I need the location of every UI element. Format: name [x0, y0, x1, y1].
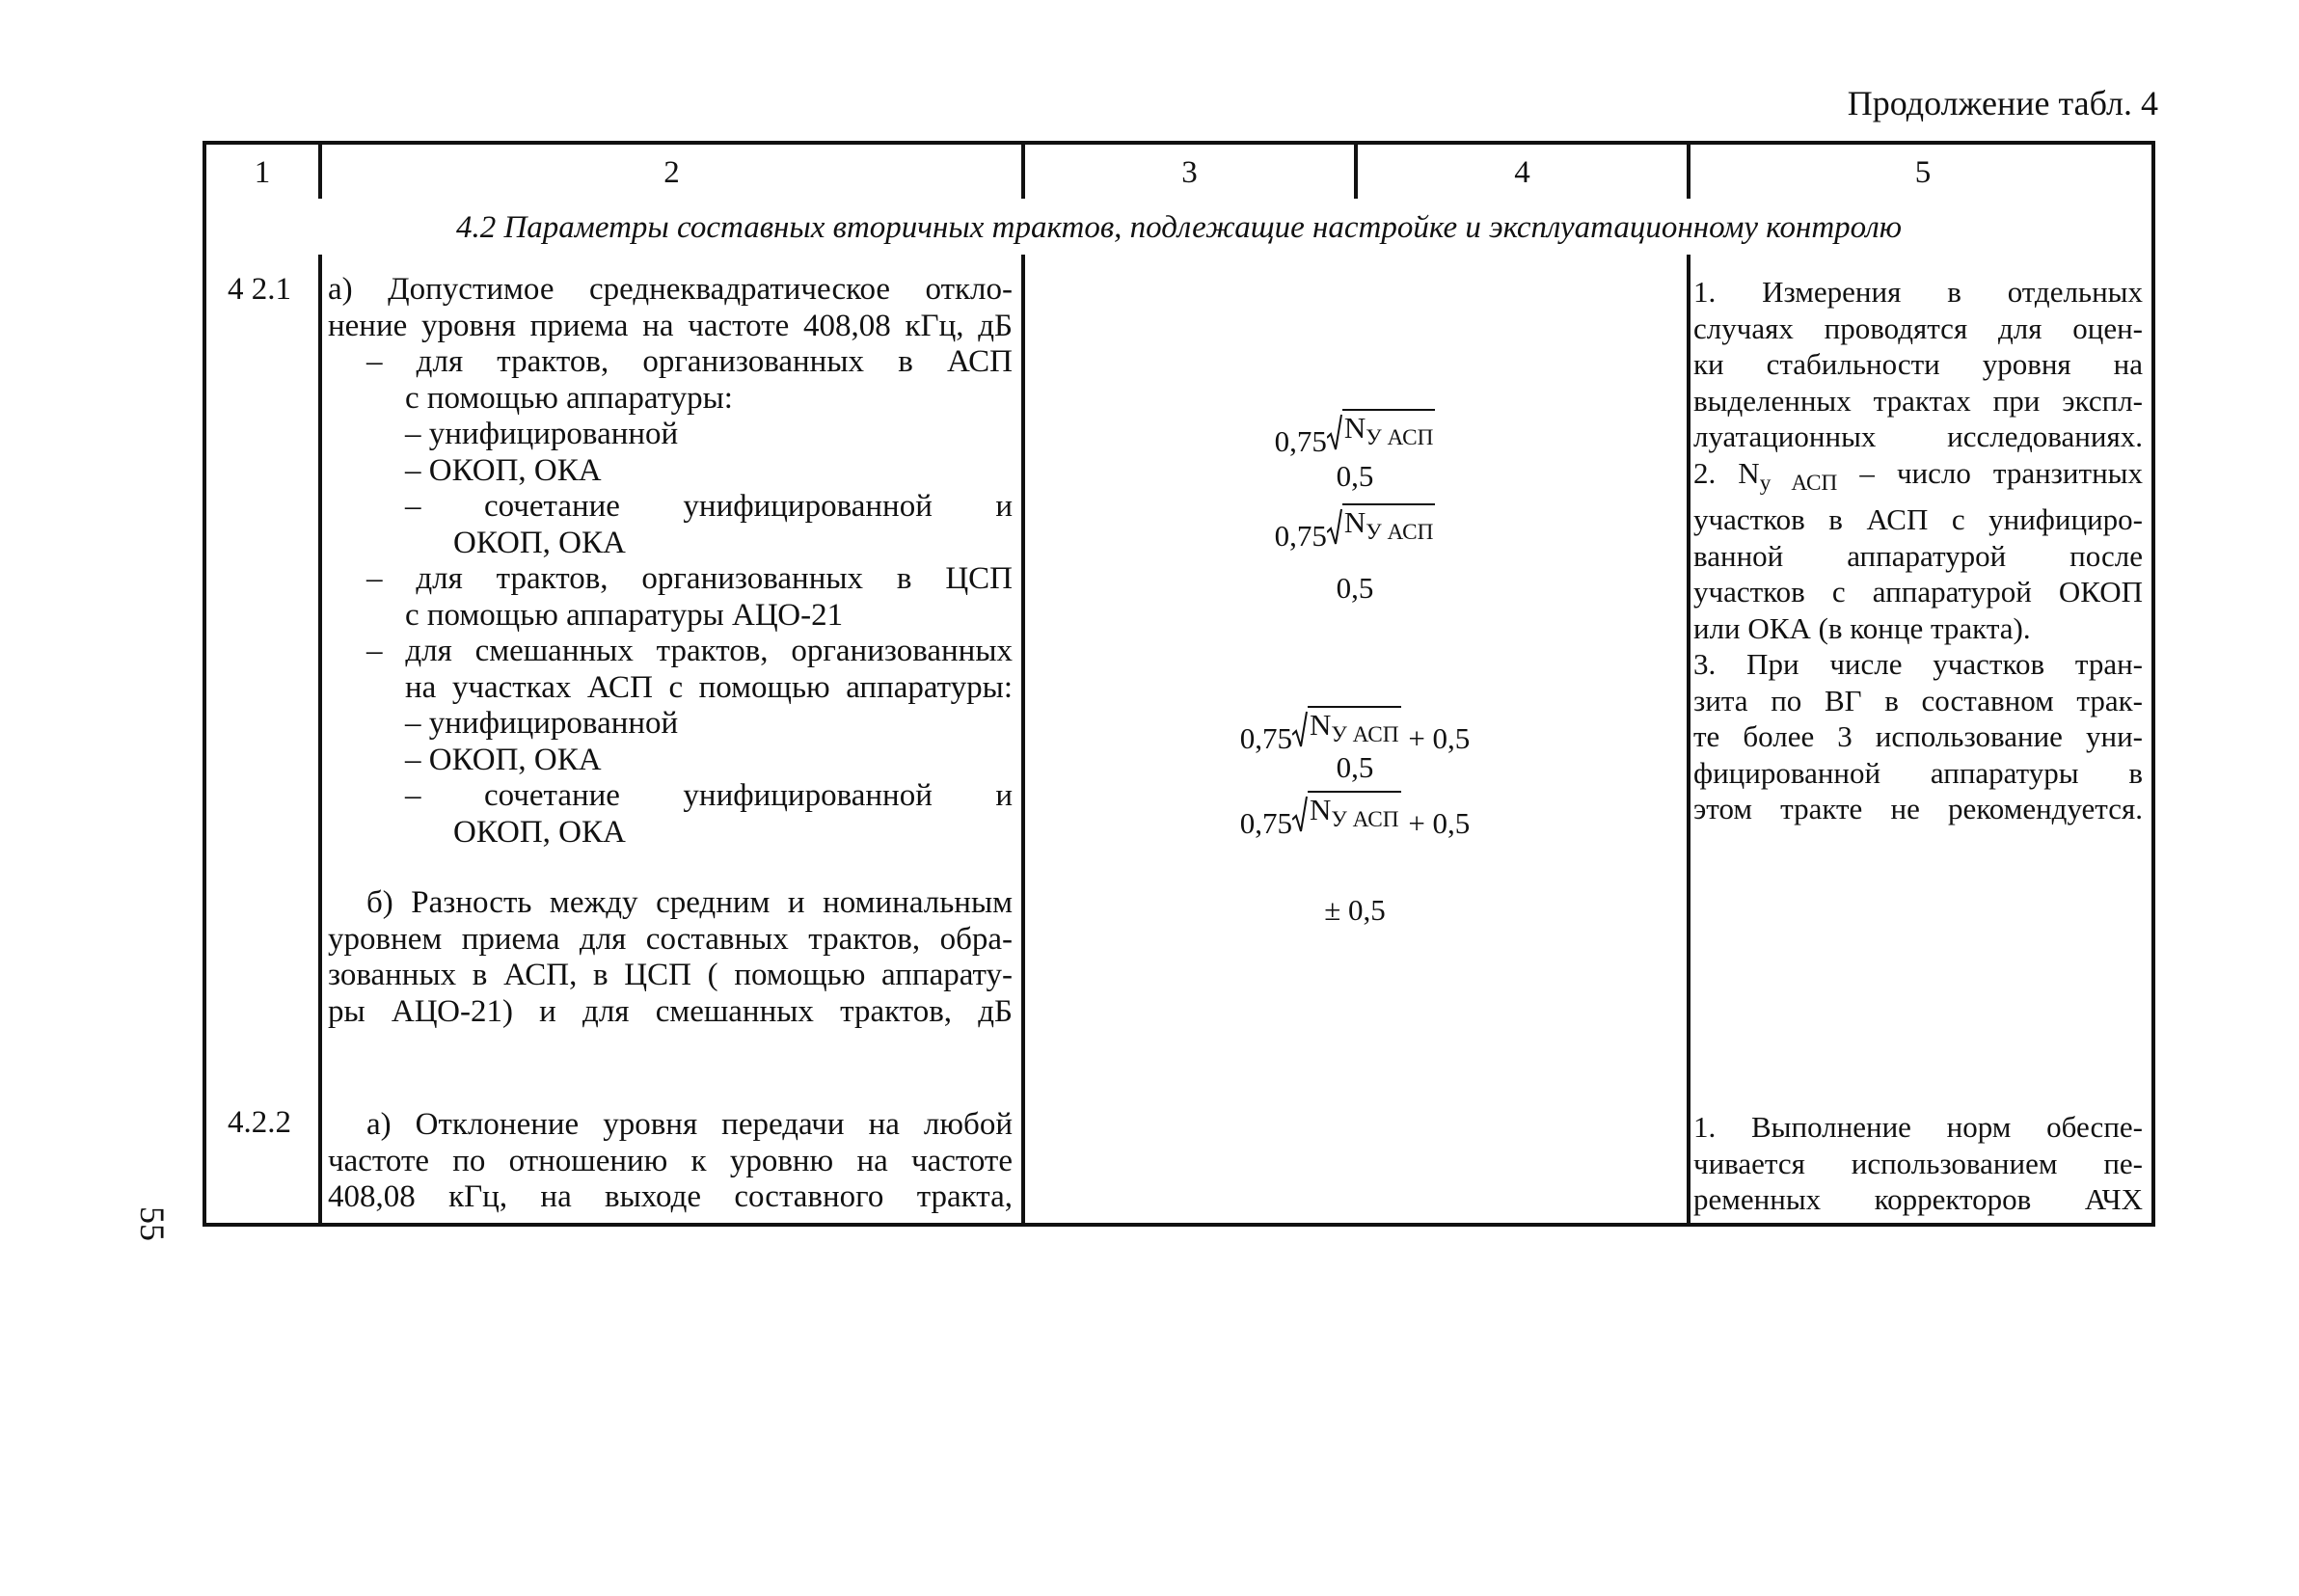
text-line: с помощью аппаратуры:: [405, 380, 733, 416]
row-note-4-2-2: [1693, 1109, 2143, 1218]
text-line: – ОКОП, ОКА: [405, 452, 602, 488]
note-line: ременных корректоров АЧХ: [1693, 1182, 2143, 1216]
text-line: – ОКОП, ОКА: [405, 742, 602, 777]
text-line: – сочетание унифицированной и: [405, 489, 1013, 524]
text-line: – сочетание унифицированной и: [405, 778, 1013, 813]
text-line: ры АЦО-21) и для смешанных трактов, дБ: [328, 993, 1013, 1029]
value-mixed-unified: [1022, 706, 1688, 756]
col-header-5: 5: [1914, 154, 1932, 190]
text-line: уровнем приема для составных трактов, обра-: [328, 921, 1013, 957]
radicand: N: [1309, 793, 1332, 826]
note-line: этом тракте не рекомендуется.: [1693, 792, 2143, 826]
text-line: ОКОП, ОКА: [453, 525, 626, 560]
text-line: частоте по отношению к уровню на частоте: [328, 1143, 1013, 1178]
coef: 0,75: [1274, 519, 1327, 554]
radicand: N: [1343, 411, 1366, 445]
plus-term: + 0,5: [1408, 806, 1471, 841]
note-line: те более 3 использование уни-: [1693, 719, 2143, 754]
radicand-sub: У АСП: [1331, 807, 1399, 833]
col-divider-4: [1687, 145, 1690, 1227]
col-header-3: 3: [1181, 154, 1198, 190]
note-line: 2. $N_{у АСП}$ – число транзитных: [1693, 455, 2143, 496]
sqrt-icon: [1292, 791, 1401, 833]
value-okop-oka: 0,5: [1336, 459, 1374, 493]
col-header-1: 1: [254, 154, 271, 190]
text-line: – для трактов, организованных в ЦСП: [366, 561, 1013, 596]
radicand: N: [1309, 708, 1332, 742]
note-line: выделенных трактах при экспл-: [1693, 383, 2143, 418]
table-continuation-label: Продолжение табл. 4: [1847, 84, 2158, 122]
coef: 0,75: [1274, 424, 1327, 459]
text-line: – для трактов, организованных в АСП: [366, 344, 1013, 379]
note-line: участков в АСП с унифициро-: [1693, 502, 2143, 537]
plus-term: + 0,5: [1408, 721, 1471, 756]
text-line: 408,08 кГц, на выходе составного тракта,: [328, 1179, 1013, 1214]
note-line: чивается использованием пе-: [1693, 1146, 2143, 1180]
col-header-4: 4: [1514, 154, 1530, 190]
coef: 0,75: [1239, 806, 1292, 841]
note-line: случаях проводятся для оцен-: [1693, 311, 2143, 345]
note-line: 1. Измерения в отдельных: [1693, 275, 2143, 309]
row-text-4-2-1: [328, 272, 1013, 1030]
value-combination: [1022, 503, 1688, 554]
text-line: – унифицированной: [405, 706, 679, 741]
note-line: зита по ВГ в составном трак-: [1693, 683, 2143, 717]
section-title: 4.2 Параметры составных вторичных трактов, подлежащие настройке и эксплуатационному контролю: [455, 210, 1903, 245]
col-divider-2: [1021, 145, 1025, 1227]
value-difference: ± 0,5: [1324, 893, 1386, 927]
row-number-4-2-1: 4 2.1: [228, 272, 291, 307]
value-aco21: 0,5: [1336, 571, 1374, 605]
text-line: б) Разность между средним и номинальным: [366, 885, 1013, 920]
text-line: – унифицированной: [405, 417, 679, 451]
text-line: ОКОП, ОКА: [453, 814, 626, 850]
text-line: а) Допустимое среднеквадратическое откло-: [328, 272, 1013, 307]
note-line: фицированной аппаратуры в: [1693, 755, 2143, 790]
text-line: зованных в АСП, в ЦСП ( помощью аппарату-: [328, 958, 1013, 992]
row-text-4-2-2: [328, 1107, 1013, 1216]
radicand-sub: У АСП: [1366, 425, 1434, 451]
note-line: луатационных исследованиях.: [1693, 419, 2143, 453]
text-line: на участках АСП с помощью аппаратуры:: [405, 669, 1013, 705]
note-line: ванной аппаратурой после: [1693, 538, 2143, 573]
text-line: нение уровня приема на частоте 408,08 кГц, дБ: [328, 308, 1013, 343]
note-line: 3. При числе участков тран-: [1693, 647, 2143, 682]
radicand: N: [1343, 505, 1366, 539]
sqrt-icon: [1292, 706, 1401, 748]
text-line: а) Отклонение уровня передачи на любой: [366, 1107, 1013, 1142]
radicand-sub: У АСП: [1366, 520, 1434, 546]
note-line: или ОКА (в конце тракта).: [1693, 610, 2031, 645]
radicand-sub: У АСП: [1331, 722, 1399, 748]
sqrt-icon: [1327, 503, 1436, 546]
page-number: 55: [133, 1206, 172, 1241]
spacer: [328, 851, 1013, 885]
note-line: участков с аппаратурой ОКОП: [1693, 575, 2143, 609]
sqrt-icon: [1327, 409, 1436, 451]
col-divider-1: [318, 145, 322, 1227]
coef: 0,75: [1239, 721, 1292, 756]
value-unified: [1022, 409, 1688, 459]
text-line: с помощью аппаратуры АЦО-21: [405, 597, 844, 633]
value-mixed-combination: [1022, 791, 1688, 841]
text-line: – для смешанных трактов, организованных: [366, 634, 1013, 668]
note-line: ки стабильности уровня на: [1693, 347, 2143, 381]
col-header-2: 2: [663, 154, 680, 190]
note-line: 1. Выполнение норм обеспе-: [1693, 1110, 2143, 1144]
value-mixed-okop: 0,5: [1336, 750, 1374, 784]
row-note-4-2-1: [1693, 274, 2143, 827]
row-number-4-2-2: 4.2.2: [228, 1105, 291, 1140]
